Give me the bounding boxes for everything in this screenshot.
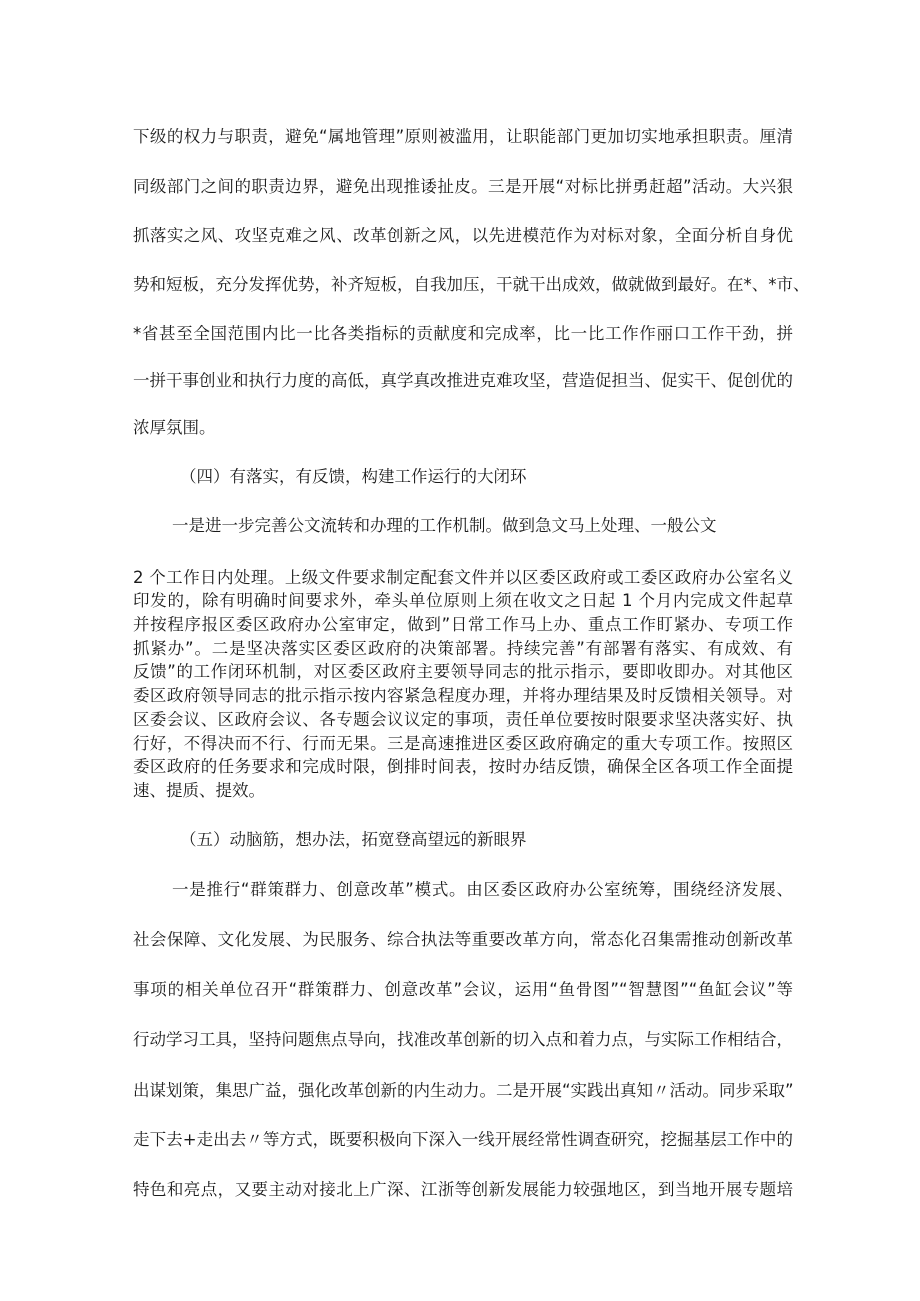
paragraph-line: 行动学习工具，坚持问题焦点导向，找准改革创新的切入点和着力点，与实际工作相结合，	[133, 1030, 793, 1049]
section-heading-4: （四）有落实，有反馈，构建工作运行的大闭环	[180, 467, 527, 486]
paragraph-line: 速、提质、提效。	[133, 781, 265, 800]
paragraph-line: 2 个工作日内处理。上级文件要求制定配套文件并以区委区政府或工委区政府办公室名义	[133, 568, 793, 587]
paragraph-line: 特色和亮点，又要主动对接北上广深、江浙等创新发展能力较强地区，到当地开展专题培	[133, 1180, 793, 1199]
paragraph-line: 势和短板，充分发挥优势，补齐短板，自我加压，干就干出成效，做就做到最好。在*、*市、	[133, 275, 810, 294]
paragraph-line: 并按程序报区委区政府办公室审定，做到”日常工作马上办、重点工作盯紧办、专项工作	[133, 615, 793, 634]
paragraph-line: 区委会议、区政府会议、各专题会议议定的事项，责任单位要按时限要求坚决落实好、执	[133, 710, 793, 729]
paragraph-line: 浓厚氛围。	[133, 418, 216, 437]
paragraph-line: 走下去+走出去〃等方式，既要积极向下深入一线开展经常性调查研究，挖掘基层工作中的	[133, 1130, 793, 1149]
paragraph-line: 抓紧办”。二是坚决落实区委区政府的决策部署。持续完善”有部署有落实、有成效、有	[133, 639, 793, 658]
paragraph-line: 出谋划策，集思广益，强化改革创新的内生动力。二是开展“实践出真知〃活动。同步采取”	[133, 1081, 794, 1100]
paragraph-line: 事项的相关单位召开“群策群力、创意改革”会议，运用“鱼骨图”“智慧图”“鱼缸会议”等	[133, 980, 793, 999]
paragraph-first-line: 一是进一步完善公文流转和办理的工作机制。做到急文马上处理、一般公文	[172, 516, 717, 535]
paragraph-line: 一拼干事创业和执行力度的高低，真学真改推进克难攻坚，营造促担当、促实干、促创优的	[133, 371, 793, 390]
section-heading-5: （五）动脑筋，想办法，拓宽登高望远的新眼界	[180, 830, 527, 849]
paragraph-line: 行好，不得决而不行、行而无果。三是高速推进区委区政府确定的重大专项工作。按照区	[133, 734, 793, 753]
paragraph-line: 反馈”的工作闭环机制，对区委区政府主要领导同志的批示指示，要即收即办。对其他区	[133, 662, 793, 681]
paragraph-line: 同级部门之间的职责边界，避免出现推诿扯皮。三是开展“对标比拼勇赶超”活动。大兴狠	[133, 177, 793, 196]
paragraph-line: 一是推行“群策群力、创意改革”模式。由区委区政府办公室统筹，围绕经济发展、	[172, 880, 793, 899]
paragraph-line: 委区政府的任务要求和完成时限，倒排时间表，按时办结反馈，确保全区各项工作全面提	[133, 757, 793, 776]
paragraph-line: 委区政府领导同志的批示指示按内容紧急程度办理，并将办理结果及时反馈相关领导。对	[133, 686, 793, 705]
paragraph-line: 抓落实之风、攻坚克难之风、改革创新之风，以先进模范作为对标对象，全面分析自身优	[133, 226, 793, 245]
paragraph-line: 下级的权力与职责，避免“属地管理”原则被滥用，让职能部门更加切实地承担职责。厘清	[133, 127, 793, 146]
paragraph-line: 印发的，除有明确时间要求外，牵头单位原则上须在收文之日起 1 个月内完成文件起草	[133, 591, 793, 610]
paragraph-line: *省甚至全国范围内比一比各类指标的贡献度和完成率，比一比工作作丽口工作干劲，拼	[133, 324, 793, 343]
paragraph-line: 社会保障、文化发展、为民服务、综合执法等重要改革方向，常态化召集需推动创新改革	[133, 930, 793, 949]
